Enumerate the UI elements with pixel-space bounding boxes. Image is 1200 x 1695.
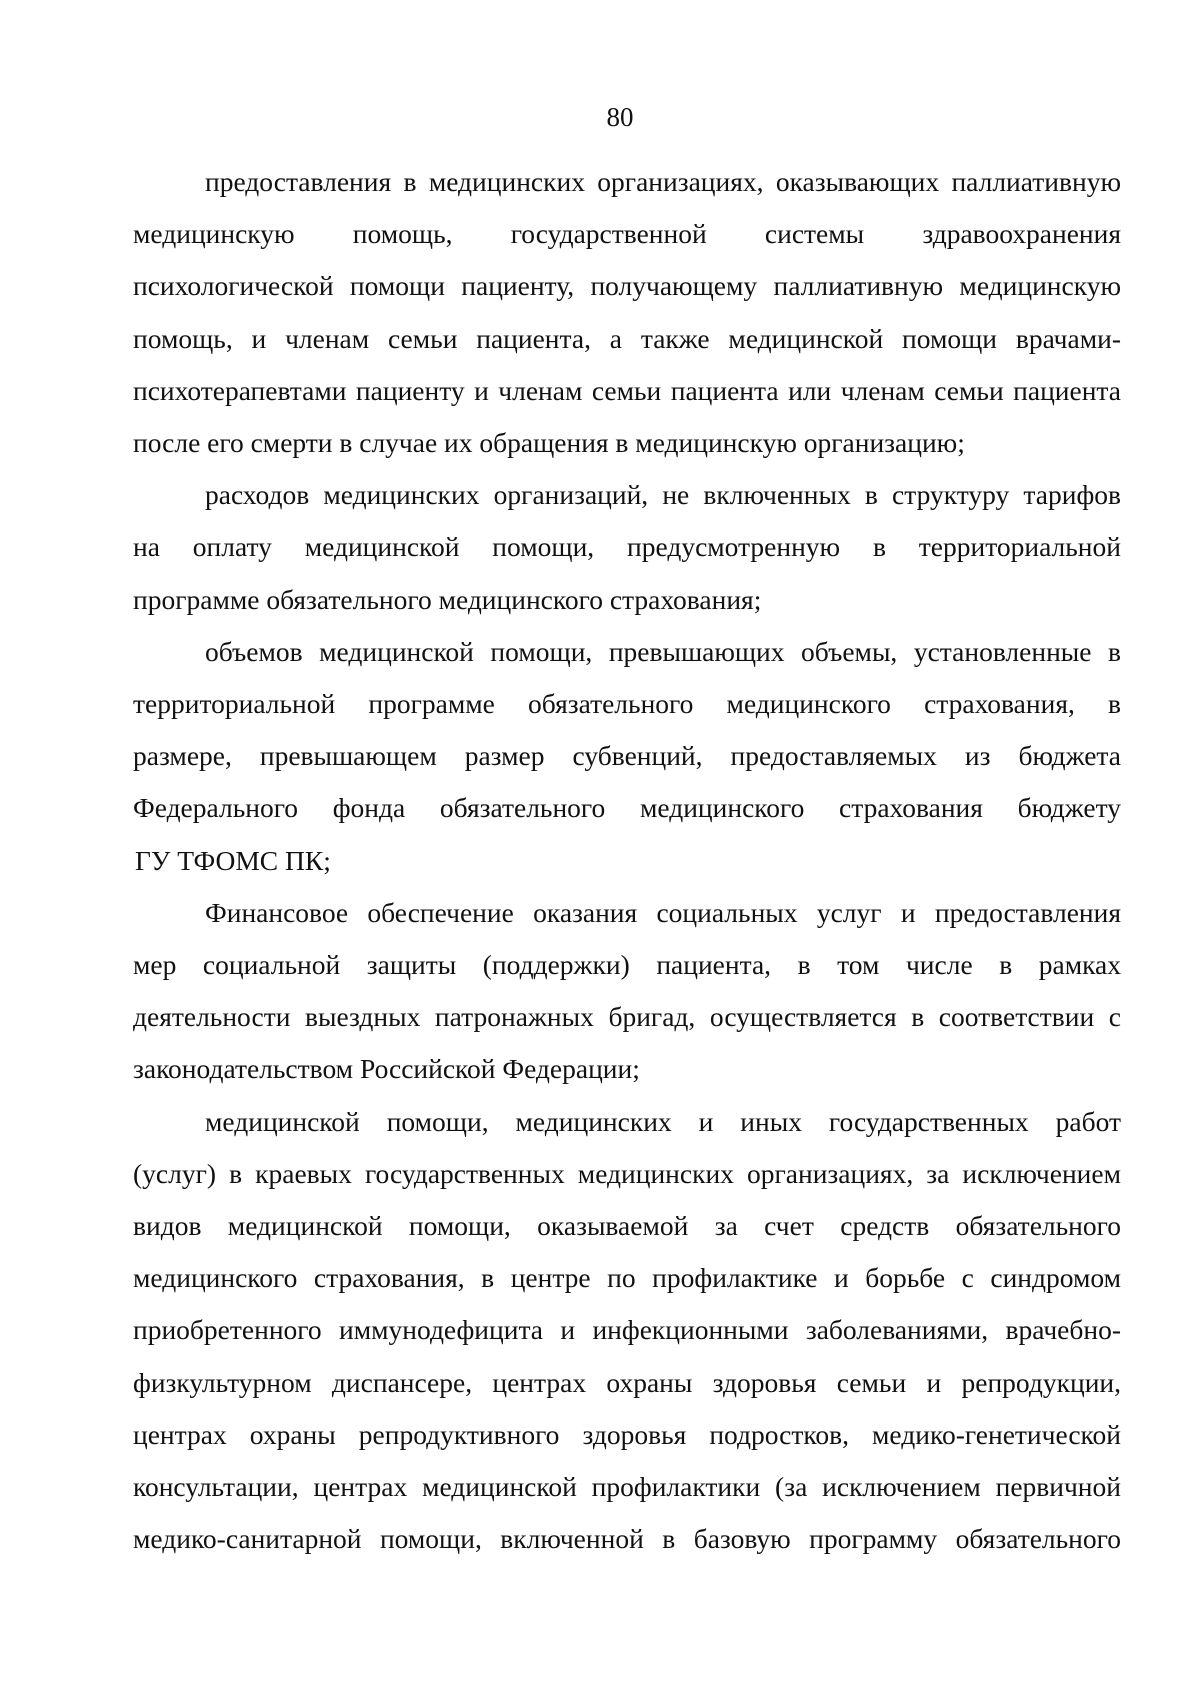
text-line: Финансовое обеспечение оказания социальных услуг и предоставления [205, 896, 1121, 928]
page-number: 80 [606, 102, 634, 132]
text-line: расходов медицинских организаций, не включенных в структуру тарифов [205, 479, 1121, 511]
paragraph-palliative-psychological-help [133, 156, 1121, 469]
text-line: территориальной программе обязательного медицинского страхования, в [133, 688, 1121, 720]
text-line: приобретенного иммунодефицита и инфекционными заболеваниями, врачебно- [133, 1314, 1121, 1346]
text-line: (услуг) в краевых государственных медицинских организациях, за исключением [133, 1157, 1121, 1189]
text-line: медицинского страхования, в центре по профилактике и борьбе с синдромом [133, 1262, 1121, 1294]
text-line: медико-санитарной помощи, включенной в базовую программу обязательного [133, 1523, 1121, 1555]
text-line: психологической помощи пациенту, получающему паллиативную медицинскую [133, 270, 1121, 302]
text-line: на оплату медицинской помощи, предусмотренную в территориальной [133, 531, 1121, 563]
text-line: размере, превышающем размер субвенций, предоставляемых из бюджета [133, 740, 1121, 772]
text-line: медицинской помощи, медицинских и иных государственных работ [205, 1105, 1121, 1137]
document-body [133, 156, 1121, 1565]
text-line: мер социальной защиты (поддержки) пациента, в том числе в рамках [133, 949, 1121, 981]
text-line: Федерального фонда обязательного медицинского страхования бюджету [133, 792, 1121, 824]
text-line: видов медицинской помощи, оказываемой за счет средств обязательного [133, 1210, 1121, 1242]
text-line: психотерапевтами пациенту и членам семьи пациента или членам семьи пациента [133, 374, 1121, 406]
paragraph-volumes-exceeding-program [133, 626, 1121, 887]
text-line: помощь, и членам семьи пациента, а также медицинской помощи врачами- [133, 322, 1121, 354]
text-line: деятельности выездных патронажных бригад, осуществляется в соответствии с [133, 1001, 1121, 1033]
paragraph-expenses-not-in-tariffs [133, 469, 1121, 626]
paragraph-regional-medical-organizations [133, 1096, 1121, 1566]
text-line: законодательством Российской Федерации; [133, 1053, 640, 1085]
text-line: ГУ ТФОМС ПК; [135, 844, 331, 876]
text-line: программе обязательного медицинского страхования; [133, 583, 762, 615]
text-line: центрах охраны репродуктивного здоровья подростков, медико-генетической [133, 1418, 1121, 1450]
text-line: предоставления в медицинских организациях, оказывающих паллиативную [205, 166, 1121, 197]
text-line: после его смерти в случае их обращения в медицинскую организацию; [133, 427, 965, 459]
text-line: физкультурном диспансере, центрах охраны здоровья семьи и репродукции, [133, 1366, 1121, 1398]
text-line: объемов медицинской помощи, превышающих объемы, установленные в [205, 635, 1121, 667]
paragraph-social-services-financing [133, 887, 1121, 1096]
text-line: консультации, центрах медицинской профилактики (за исключением первичной [133, 1471, 1121, 1503]
text-line: медицинскую помощь, государственной системы здравоохранения [133, 218, 1121, 250]
